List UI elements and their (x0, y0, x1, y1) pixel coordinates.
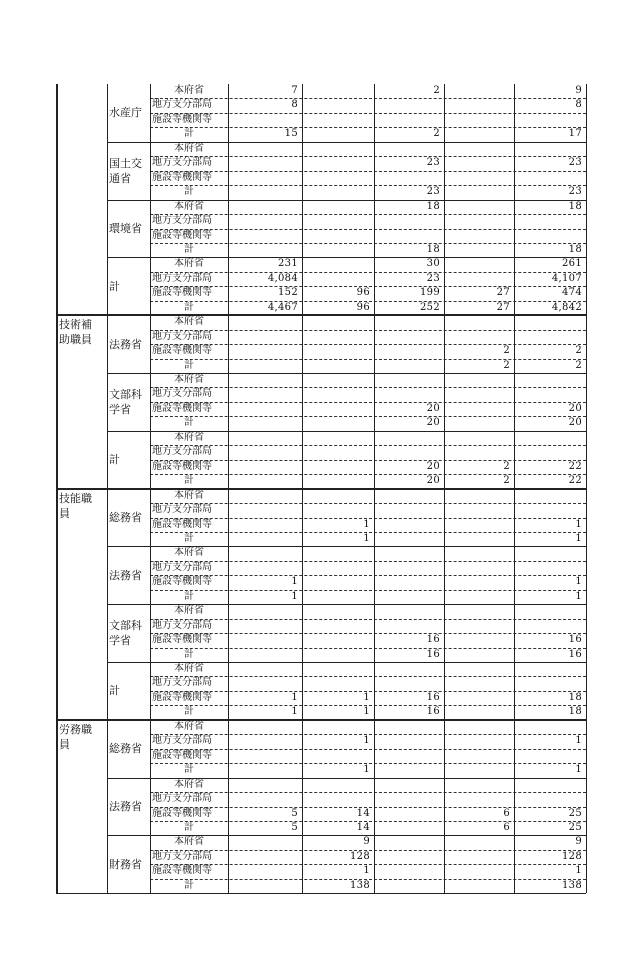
value-cell: 252 (420, 301, 440, 313)
value-cell: 18 (568, 243, 582, 255)
row-label-0: 本府省 (174, 374, 204, 385)
value-cell: 23 (426, 157, 440, 169)
row-label-1: 地方支分部局 (152, 330, 212, 342)
row-label-0: 本府省 (174, 547, 204, 559)
value-cell: 1 (363, 706, 370, 718)
category-label: 技術補 助職員 (59, 318, 92, 347)
value-cell: 2 (503, 460, 510, 472)
value-cell: 27 (496, 287, 510, 299)
value-cell: 25 (568, 807, 582, 819)
row-label-2: 施設等機関等 (152, 749, 212, 761)
value-cell: 9 (575, 836, 582, 848)
row-label-2: 施設等機関等 (152, 634, 212, 646)
value-cell: 1 (291, 576, 298, 588)
value-cell: 2 (575, 345, 582, 357)
value-cell: 14 (356, 821, 370, 833)
value-cell: 22 (568, 460, 582, 472)
value-cell: 1 (575, 764, 582, 776)
ministry-label: 計 (109, 453, 120, 467)
value-cell: 1 (575, 532, 582, 544)
ministry-label: 水産庁 (109, 106, 142, 120)
row-rule (56, 719, 586, 721)
row-label-2: 施設等機関等 (152, 113, 212, 125)
row-label-2: 施設等機関等 (152, 229, 212, 241)
value-cell: 4,107 (551, 272, 582, 284)
value-cell: 25 (568, 821, 582, 833)
column-rule (107, 720, 108, 893)
value-cell: 1 (363, 764, 370, 776)
value-cell: 138 (350, 879, 370, 891)
row-label-1: 地方支分部局 (152, 619, 212, 631)
row-label-1: 地方支分部局 (152, 272, 212, 284)
value-cell: 1 (291, 691, 298, 703)
category-label: 技能職 員 (59, 491, 92, 520)
value-cell: 23 (426, 186, 440, 198)
value-cell: 1 (363, 518, 370, 530)
value-cell: 96 (356, 301, 370, 313)
row-label-2: 施設等機関等 (152, 171, 212, 183)
value-cell: 474 (562, 287, 582, 299)
row-label-3: 計 (184, 821, 194, 833)
value-cell: 96 (356, 287, 370, 299)
value-cell: 138 (562, 879, 582, 891)
value-cell: 2 (433, 85, 440, 96)
column-rule (444, 84, 445, 893)
ministry-label: 法務省 (109, 568, 142, 582)
row-label-2: 施設等機関等 (152, 402, 212, 414)
ministry-label: 法務省 (109, 800, 142, 813)
value-cell: 22 (568, 475, 582, 487)
value-cell: 30 (426, 258, 440, 270)
row-label-2: 施設等機関等 (152, 460, 212, 472)
row-label-2: 施設等機関等 (152, 576, 212, 588)
ministry-label: 法務省 (109, 337, 142, 351)
row-label-3: 計 (184, 764, 194, 776)
row-label-1: 地方支分部局 (152, 735, 212, 747)
row-label-1: 地方支分部局 (152, 215, 212, 227)
row-label-1: 地方支分部局 (152, 99, 212, 111)
value-cell: 16 (568, 648, 582, 660)
value-cell: 20 (568, 417, 582, 429)
ministry-label: 計 (109, 279, 120, 293)
value-cell: 23 (568, 157, 582, 169)
column-rule (374, 84, 375, 893)
row-label-3: 計 (184, 128, 194, 140)
value-cell: 20 (426, 460, 440, 472)
value-cell: 9 (363, 836, 370, 848)
value-cell: 199 (420, 287, 440, 299)
row-label-1: 地方支分部局 (152, 793, 212, 805)
row-label-0: 本府省 (174, 605, 204, 617)
column-rule (514, 84, 515, 893)
column-rule (150, 84, 151, 893)
value-cell: 1 (575, 735, 582, 747)
row-label-0: 本府省 (174, 663, 204, 674)
value-cell: 231 (278, 258, 298, 270)
value-cell: 18 (568, 200, 582, 212)
row-label-1: 地方支分部局 (152, 388, 212, 400)
value-cell: 17 (568, 128, 582, 140)
value-cell: 2 (503, 345, 510, 357)
row-label-0: 本府省 (174, 316, 204, 328)
value-cell: 20 (426, 475, 440, 487)
value-cell: 16 (426, 648, 440, 660)
value-cell: 1 (363, 691, 370, 703)
value-cell: 1 (291, 590, 298, 602)
value-cell: 4,467 (267, 301, 298, 313)
value-cell: 20 (426, 402, 440, 414)
value-cell: 18 (568, 706, 582, 718)
row-label-3: 計 (184, 301, 194, 313)
row-label-3: 計 (184, 706, 194, 718)
value-cell: 15 (284, 128, 298, 140)
row-rule (56, 314, 586, 316)
value-cell: 1 (291, 706, 298, 718)
value-cell: 6 (503, 821, 510, 833)
row-label-3: 計 (184, 532, 194, 544)
column-rule (586, 84, 587, 893)
value-cell: 5 (291, 821, 298, 833)
value-cell: 152 (278, 287, 298, 299)
row-label-2: 施設等機関等 (152, 345, 212, 357)
value-cell: 16 (568, 634, 582, 646)
value-cell: 1 (363, 735, 370, 747)
value-cell: 1 (575, 590, 582, 602)
row-label-0: 本府省 (174, 258, 204, 270)
row-label-0: 本府省 (174, 85, 204, 96)
row-label-1: 地方支分部局 (152, 561, 212, 573)
value-cell: 5 (291, 807, 298, 819)
row-label-1: 地方支分部局 (152, 677, 212, 689)
column-rule (107, 315, 108, 488)
value-cell: 128 (350, 850, 370, 862)
value-cell: 1 (363, 865, 370, 877)
value-cell: 16 (426, 691, 440, 703)
value-cell: 8 (291, 99, 298, 111)
value-cell: 2 (433, 128, 440, 140)
row-rule (56, 893, 586, 894)
ministry-label: 文部科 学省 (109, 619, 142, 648)
ministry-label: 国土交 通省 (109, 156, 142, 185)
row-label-3: 計 (184, 417, 194, 429)
column-rule (302, 84, 303, 893)
value-cell: 18 (426, 200, 440, 212)
value-cell: 1 (575, 576, 582, 588)
row-label-0: 本府省 (174, 836, 204, 848)
value-cell: 14 (356, 807, 370, 819)
row-label-1: 地方支分部局 (152, 504, 212, 516)
ministry-label: 計 (109, 684, 120, 698)
row-label-0: 本府省 (174, 778, 204, 790)
value-cell: 27 (496, 301, 510, 313)
value-cell: 18 (426, 243, 440, 255)
column-rule (107, 84, 108, 315)
value-cell: 8 (575, 99, 582, 111)
row-label-2: 施設等機関等 (152, 287, 212, 299)
value-cell: 18 (568, 691, 582, 703)
value-cell: 261 (562, 258, 582, 270)
row-label-3: 計 (184, 590, 194, 602)
row-label-0: 本府省 (174, 200, 204, 212)
value-cell: 4,084 (267, 272, 298, 284)
ministry-label: 総務省 (109, 742, 142, 756)
value-cell: 23 (568, 186, 582, 198)
row-label-0: 本府省 (174, 431, 204, 443)
row-label-1: 地方支分部局 (152, 157, 212, 169)
value-cell: 1 (575, 865, 582, 877)
value-cell: 2 (503, 359, 510, 371)
column-rule (107, 489, 108, 720)
row-label-0: 本府省 (174, 142, 204, 154)
value-cell: 20 (426, 417, 440, 429)
ministry-label: 環境省 (109, 222, 142, 235)
row-label-2: 施設等機関等 (152, 691, 212, 703)
value-cell: 4,842 (551, 301, 582, 313)
row-label-0: 本府省 (174, 720, 204, 732)
row-label-2: 施設等機関等 (152, 518, 212, 530)
category-label: 労務職 員 (59, 722, 92, 751)
value-cell: 16 (426, 706, 440, 718)
row-label-3: 計 (184, 475, 194, 487)
row-label-3: 計 (184, 186, 194, 198)
row-label-1: 地方支分部局 (152, 446, 212, 458)
value-cell: 16 (426, 634, 440, 646)
row-label-0: 本府省 (174, 489, 204, 501)
ministry-label: 総務省 (109, 511, 142, 524)
value-cell: 7 (291, 85, 298, 96)
row-rule (56, 488, 586, 490)
row-label-3: 計 (184, 879, 194, 891)
column-rule (228, 84, 229, 893)
value-cell: 23 (426, 272, 440, 284)
value-cell: 1 (363, 532, 370, 544)
value-cell: 1 (575, 518, 582, 530)
value-cell: 2 (575, 359, 582, 371)
row-label-2: 施設等機関等 (152, 807, 212, 819)
ministry-label: 財務省 (109, 857, 142, 871)
value-cell: 9 (575, 85, 582, 96)
row-label-3: 計 (184, 243, 194, 255)
value-cell: 6 (503, 807, 510, 819)
ministry-label: 文部科 学省 (109, 387, 142, 416)
column-rule (56, 84, 58, 893)
value-cell: 20 (568, 402, 582, 414)
row-label-3: 計 (184, 648, 194, 660)
row-label-3: 計 (184, 359, 194, 371)
row-label-2: 施設等機関等 (152, 865, 212, 877)
value-cell: 128 (562, 850, 582, 862)
row-label-1: 地方支分部局 (152, 850, 212, 862)
value-cell: 2 (503, 475, 510, 487)
